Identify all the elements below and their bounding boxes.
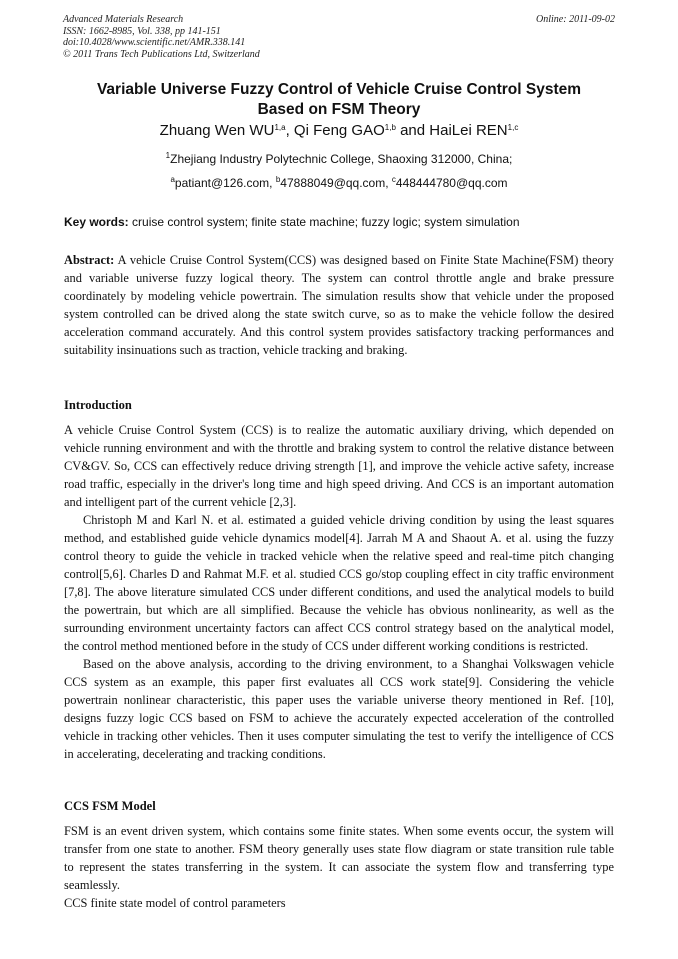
author-name: HaiLei REN bbox=[429, 122, 508, 139]
email-address: 448444780@qq.com bbox=[395, 176, 508, 190]
affiliation-sup: 1 bbox=[165, 151, 171, 160]
paragraph: Christoph M and Karl N. et al. estimated a guided vehicle driving condition by using the least squares method, and established guide vehicle dynamics model[4]. Jarrah M A and Shaout A. et al. using the fuzzy control theory to guide the vehicle in tracked vehicle when the relative speed and real-time pitch changing control[5,6]. Charles D and Rahmat M.F. et al. studied CCS go/stop coupling effect in city traffic environment [7,8]. The above literature simulated CCS under different conditions, and used the analytical models to build the powertrain, but which are all simplified. Because the vehicle has obvious nonlinearity, as well as the surrounding environment uncertainty factors can affect CCS control strategy based on the analytical model, the control method mentioned before in the study of CCS under different working conditions is restricted. bbox=[64, 513, 614, 653]
ccs-fsm-body bbox=[64, 822, 614, 912]
author-sup: 1,a bbox=[274, 123, 286, 132]
email-separator: , bbox=[269, 176, 276, 190]
paragraph: Based on the above analysis, according to the driving environment, to a Shanghai Volkswagen vehicle CCS system as an example, this paper first evaluates all CCS work state[9]. Considering the vehicle powertrain nonlinear characteristic, this paper uses the variable universe theory mentioned in Ref. [10], designs fuzzy logic CCS based on FSM to achieve the accurately expected acceleration of the controlled vehicle in tracking other vehicles. Then it uses computer simulating the test to verify the intelligence of CCS in accelerating, decelerating and tracking conditions. bbox=[64, 657, 614, 761]
paper-title bbox=[40, 80, 638, 120]
abstract-text: A vehicle Cruise Control System(CCS) was designed based on Finite State Machine(FSM) theory and variable universe fuzzy logical theory. The system can control throttle angle and brake pressure coordinately by modeling vehicle powertrain. The simulation results show that vehicle under the proposed system controlled can be drived along the state switch curve, so as to make the vehicle follow the desired acceleration command accurately. And this control system provides satisfactory tracking performances and suitability insinuations such as traction, vehicle tracking and braking. bbox=[64, 253, 615, 357]
author-separator: and bbox=[395, 122, 430, 139]
email-address: 47888049@qq.com bbox=[280, 176, 386, 190]
journal-doi: doi:10.4028/www.scientific.net/AMR.338.141 bbox=[63, 37, 246, 49]
author-name: Zhuang Wen WU bbox=[159, 122, 275, 139]
email-address: patiant@126.com bbox=[174, 176, 270, 190]
email-separator: , bbox=[385, 176, 392, 190]
online-date: Online: 2011-09-02 bbox=[536, 14, 615, 25]
affiliation-text: Zhejiang Industry Polytechnic College, Shaoxing 312000, China; bbox=[170, 152, 513, 166]
affiliation bbox=[20, 152, 658, 167]
author-name: Qi Feng GAO bbox=[293, 122, 385, 139]
introduction-body bbox=[64, 421, 614, 763]
paper-title-line1: Variable Universe Fuzzy Control of Vehicle Cruise Control System bbox=[96, 81, 582, 98]
author-sup: 1,b bbox=[384, 123, 396, 132]
keywords-label: Key words: bbox=[64, 215, 129, 229]
section-heading-introduction: Introduction bbox=[64, 398, 132, 412]
author-list bbox=[20, 122, 658, 140]
journal-name: Advanced Materials Research bbox=[63, 14, 184, 25]
paragraph: FSM is an event driven system, which contains some finite states. When some events occur, the system will transfer from one state to another. FSM theory generally uses state flow diagram or state transition rule table to represent the states transferring in the system. It can associate the system flow and transferring type seamlessly. bbox=[64, 824, 614, 892]
author-separator: , bbox=[285, 122, 294, 139]
subsection-line: CCS finite state model of control parameters bbox=[64, 896, 286, 910]
paragraph: A vehicle Cruise Control System (CCS) is to realize the automatic auxiliary driving, which depended on vehicle running environment and with the throttle and braking system to control the relative distance between CV&GV. So, CCS can effectively reduce driving strength [1], and improve the vehicle active safety, increase road traffic, especially in the driver's long time and high speed driving. And CCS is an important automation and intelligent part of the current vehicle [2,3]. bbox=[64, 423, 614, 509]
section-heading-ccs-fsm-model: CCS FSM Model bbox=[64, 799, 156, 813]
abstract bbox=[64, 251, 614, 359]
keywords bbox=[64, 214, 614, 230]
email-sup: c bbox=[391, 175, 396, 184]
email-sup: a bbox=[170, 175, 175, 184]
keywords-text: cruise control system; finite state machine; fuzzy logic; system simulation bbox=[132, 215, 520, 229]
author-sup: 1,c bbox=[507, 123, 519, 132]
paper-title-line2: Based on FSM Theory bbox=[257, 101, 421, 118]
email-sup: b bbox=[275, 175, 281, 184]
email-list bbox=[20, 176, 658, 191]
abstract-label: Abstract: bbox=[64, 253, 115, 267]
journal-header bbox=[63, 14, 615, 60]
journal-issn: ISSN: 1662-8985, Vol. 338, pp 141-151 bbox=[63, 25, 221, 37]
journal-copyright: © 2011 Trans Tech Publications Ltd, Switzerland bbox=[63, 48, 260, 60]
